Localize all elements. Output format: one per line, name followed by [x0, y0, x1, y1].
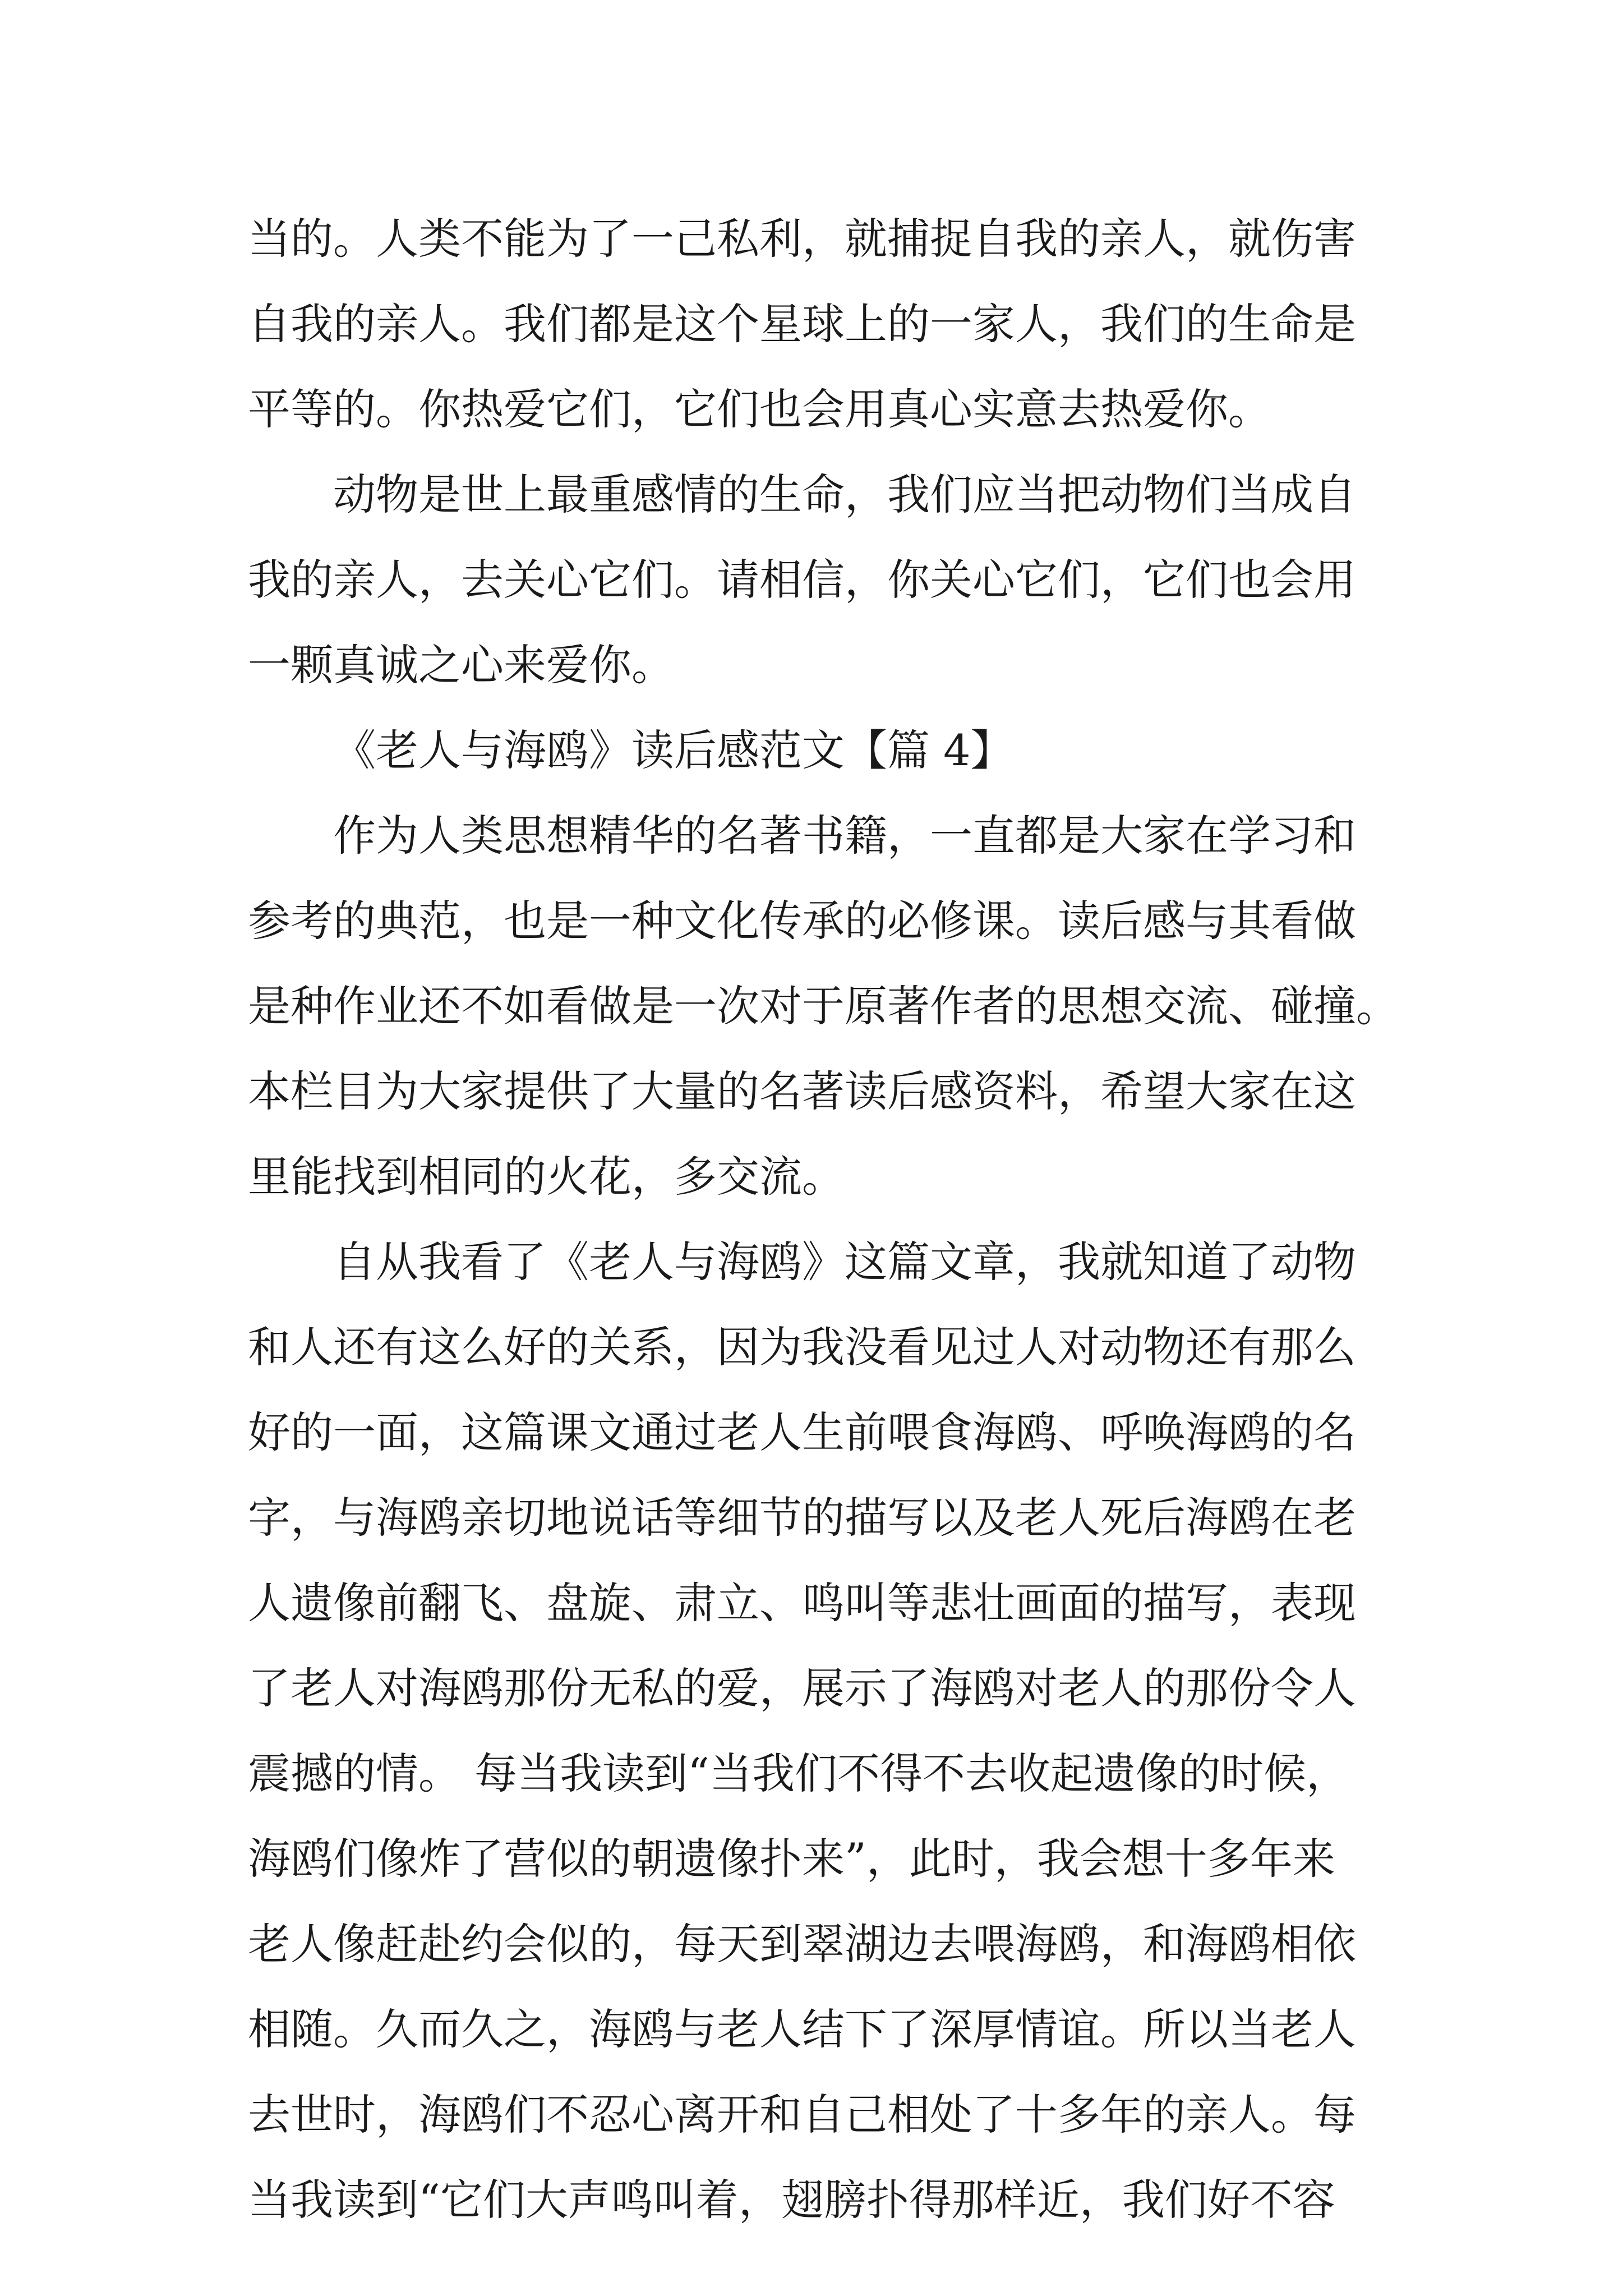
text-line: 参考的典范，也是一种文化传承的必修课。读后感与其看做 — [248, 896, 1356, 946]
text-line: 老人像赶赴约会似的，每天到翠湖边去喂海鸥，和海鸥相依 — [248, 1919, 1356, 1969]
text-line: 一颗真诚之心来爱你。 — [248, 640, 674, 690]
text-line: 人遗像前翻飞、盘旋、肃立、鸣叫等悲壮画面的描写，表现 — [248, 1578, 1356, 1628]
section-heading: 《老人与海鸥》读后感范文【篇 4】 — [333, 725, 1013, 775]
text-line: 相随。久而久之，海鸥与老人结下了深厚情谊。所以当老人 — [248, 2004, 1356, 2054]
text-line: 当我读到“它们大声鸣叫着，翅膀扑得那样近，我们好不容 — [248, 2175, 1335, 2225]
text-line: 是种作业还不如看做是一次对于原著作者的思想交流、碰撞。 — [248, 981, 1399, 1031]
text-line: 平等的。你热爱它们，它们也会用真心实意去热爱你。 — [248, 384, 1271, 434]
document-body — [248, 196, 1399, 2243]
text-line: 了老人对海鸥那份无私的爱，展示了海鸥对老人的那份令人 — [248, 1663, 1356, 1713]
text-line: 当的。人类不能为了一己私利，就捕捉自我的亲人，就伤害 — [248, 214, 1356, 264]
text-line: 好的一面，这篇课文通过老人生前喂食海鸥、呼唤海鸥的名 — [248, 1407, 1356, 1457]
paragraph-first-line: 自从我看了《老人与海鸥》这篇文章，我就知道了动物 — [333, 1237, 1356, 1287]
text-line: 字，与海鸥亲切地说话等细节的描写以及老人死后海鸥在老 — [248, 1493, 1356, 1543]
text-line: 本栏目为大家提供了大量的名著读后感资料，希望大家在这 — [248, 1066, 1356, 1116]
text-line: 和人还有这么好的关系，因为我没看见过人对动物还有那么 — [248, 1322, 1356, 1372]
text-line: 震撼的情。 每当我读到“当我们不得不去收起遗像的时候， — [248, 1749, 1349, 1798]
text-line: 自我的亲人。我们都是这个星球上的一家人，我们的生命是 — [248, 299, 1356, 349]
paragraph-first-line: 作为人类思想精华的名著书籍，一直都是大家在学习和 — [333, 811, 1356, 861]
text-line: 我的亲人，去关心它们。请相信，你关心它们，它们也会用 — [248, 555, 1356, 605]
text-line: 海鸥们像炸了营似的朝遗像扑来”，此时，我会想十多年来 — [248, 1834, 1335, 1884]
paragraph-first-line: 动物是世上最重感情的生命，我们应当把动物们当成自 — [333, 470, 1356, 519]
text-line: 里能找到相同的火花，多交流。 — [248, 1152, 845, 1202]
text-line: 去世时，海鸥们不忍心离开和自己相处了十多年的亲人。每 — [248, 2090, 1356, 2139]
